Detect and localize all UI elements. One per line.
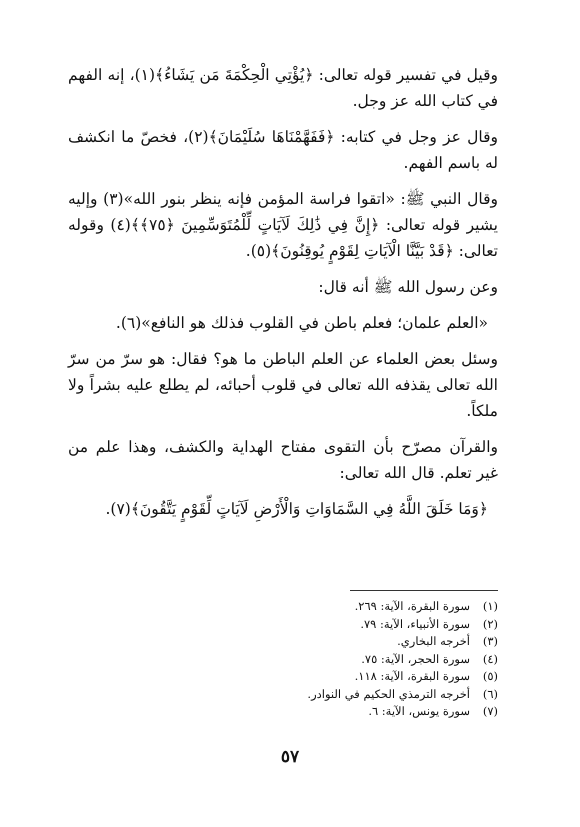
paragraph-taqwa: والقرآن مصرّح بأن التقوى مفتاح الهداية والكشف، وهذا علم من غير تعلم. قال الله تعالى: (68, 438, 498, 482)
footnote-text: سورة البقرة، الآية: ٢٦٩. (354, 599, 470, 613)
footnote-item (78, 651, 498, 669)
footnote-text: سورة يونس، الآية: ٦. (368, 704, 470, 718)
paragraph-hikmah: وقيل في تفسير قوله تعالى: ﴿يُؤْتِي الْحِكْمَةَ مَن يَشَاءُ﴾(١)، إنه الفهم في كتاب الله عز وجل. (68, 66, 498, 110)
footnote-text: سورة الأنبياء، الآية: ٧٩. (360, 616, 470, 631)
paragraph-sulayman: وقال عز وجل في كتابه: ﴿فَفَهَّمْنَاهَا سُلَيْمَانَ﴾(٢)، فخصّ ما انكشف له باسم الفهم. (68, 128, 498, 172)
page-number: ٥٧ (280, 747, 300, 767)
footnote-item (78, 668, 498, 686)
paragraph-hadith-intro: وعن رسول الله ﷺ أنه قال: (318, 278, 498, 296)
footnote-text: أخرجه البخاري. (397, 634, 470, 648)
footnote-number: (٢) (482, 616, 498, 631)
verse-quote: ﴿وَمَا خَلَقَ اللَّهُ فِي السَّمَاوَاتِ وَالْأَرْضِ لَآيَاتٍ لِّقَوْمٍ يَتَّقُونَ﴾(٧). (105, 500, 488, 518)
footnote-number: (٣) (482, 634, 498, 648)
main-text (68, 62, 498, 522)
footnote-text: سورة البقرة، الآية: ١١٨. (354, 669, 470, 683)
paragraph-batin: وسئل بعض العلماء عن العلم الباطن ما هو؟ فقال: هو سرّ من سرّ الله تعالى يقذفه الله تعالى في قلوب أحبائه، لم يطلع عليه بشراً ولا ملكاً. (68, 350, 498, 420)
footnote-item (78, 633, 498, 651)
footnote-item (78, 598, 498, 616)
footnote-number: (٧) (482, 704, 498, 718)
paragraph-firasa: وقال النبي ﷺ: «اتقوا فراسة المؤمن فإنه ينظر بنور الله»(٣) وإليه يشير قوله تعالى: ﴿إِنَّ فِي ذَٰلِكَ لَآيَاتٍ لِّلْمُتَوَسِّمِينَ ﴿٧٥﴾﴾(٤) وقوله تعالى: ﴿قَدْ بَيَّنَّا الْآيَاتِ لِقَوْمٍ يُوقِنُونَ﴾(٥). (68, 190, 498, 260)
footnote-item (78, 703, 498, 721)
footnote-text: أخرجه الترمذي الحكيم في النوادر. (307, 686, 470, 701)
footnote-number: (١) (482, 599, 498, 613)
footnote-item (78, 616, 498, 634)
footnote-number: (٥) (482, 669, 498, 683)
footnote-number: (٦) (482, 686, 498, 701)
footnote-number: (٤) (482, 651, 498, 666)
hadith-quote: «العلم علمان؛ فعلم باطن في القلوب فذلك هو النافع»(٦). (115, 314, 488, 332)
footnote-item (78, 686, 498, 704)
footnote-divider (350, 590, 498, 591)
footnotes-list (78, 598, 498, 721)
footnote-text: سورة الحجر، الآية: ٧٥. (361, 651, 470, 666)
